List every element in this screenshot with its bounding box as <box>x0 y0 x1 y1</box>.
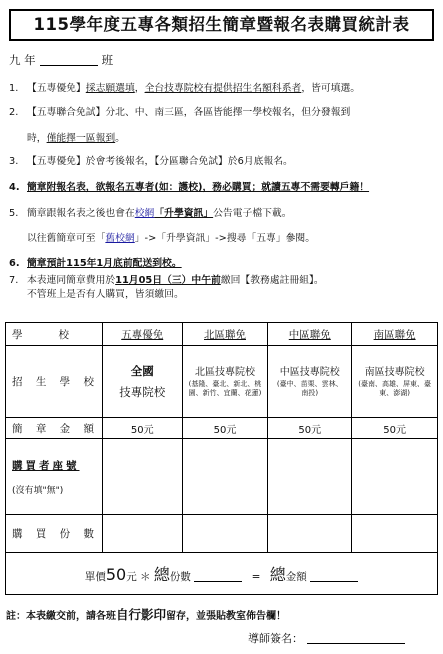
item-7: 7. 本表連同簡章費用於11月05日（三）中午前繳回【教務處註冊組】。 <box>9 275 324 286</box>
grade-label: 九 年 <box>9 53 36 67</box>
old-website-link[interactable]: 舊校網 <box>105 233 135 244</box>
item-2-cont: 時，僅能擇一區報到。 <box>27 133 125 144</box>
item-5-cont: 以往舊簡章可至「舊校網」->「升學資訊」->搜尋「五專」參閱。 <box>27 233 316 244</box>
buyer-label-cell: 購買者座號 (沒有填"無") <box>6 439 103 515</box>
item-4: 4. 簡章附報名表，欲報名五專者(如：護校)，務必購買；就讀五專不需要轉戶籍！ <box>9 182 370 193</box>
column-header: 五專優免 <box>102 323 182 346</box>
emphasis-text: 採志願選填 <box>85 83 135 94</box>
total-row <box>6 553 438 595</box>
count-label: 購 買 份 數 <box>6 515 103 553</box>
emphasis-text: 僅能擇一區報到 <box>46 133 116 144</box>
buyer-input-cell[interactable] <box>102 439 182 515</box>
school-cell: 全國 技專院校 <box>102 346 182 418</box>
item-7-cont: 不管班上是否有人購買，皆須繳回。 <box>27 289 184 300</box>
total-formula: 單價50元 ＊ 總份數 = 總金額 <box>6 553 438 595</box>
schools-label: 招 生 學 校 <box>6 346 103 418</box>
price-label: 簡 章 金 額 <box>6 418 103 439</box>
total-count-blank[interactable] <box>194 570 242 582</box>
school-cell: 北區技專院校 (基隆、臺北、新北、桃園、新竹、宜蘭、花蓮) <box>182 346 268 418</box>
total-amount-blank[interactable] <box>310 570 358 582</box>
item-3: 3. 【五專優免】於會考後報名，【分區聯合免試】於6月底報名。 <box>9 156 293 167</box>
column-header: 南區聯免 <box>352 323 438 346</box>
count-input-cell[interactable] <box>268 515 352 553</box>
schools-row <box>6 346 438 418</box>
buyer-input-cell[interactable] <box>352 439 438 515</box>
buyer-row <box>6 439 438 515</box>
item-1: 1. 【五專優免】採志願選填，全台技專院校有提供招生名額科系者，皆可填選。 <box>9 83 361 94</box>
footer-note: 註：本表繳交前，請各班自行影印留存，並張貼教室佈告欄！ <box>6 607 287 622</box>
price-cell: 50元 <box>182 418 268 439</box>
class-line <box>9 52 113 68</box>
buyer-input-cell[interactable] <box>268 439 352 515</box>
column-header: 中區聯免 <box>268 323 352 346</box>
price-row <box>6 418 438 439</box>
buyer-input-cell[interactable] <box>182 439 268 515</box>
item-2: 2. 【五專聯合免試】分北、中、南三區，各區皆能擇一學校報名，但分發報到 <box>9 107 351 118</box>
price-cell: 50元 <box>102 418 182 439</box>
purchase-table <box>5 322 438 595</box>
item-5: 5. 簡章跟報名表之後也會在校網「升學資訊」公告電子檔下載。 <box>9 208 292 219</box>
emphasis-text: 全台技專院校有提供招生名額科系者 <box>144 83 302 94</box>
teacher-signature: 導師簽名： <box>248 630 405 646</box>
signature-blank[interactable] <box>307 632 405 644</box>
school-cell: 南區技專院校 (臺南、高雄、屏東、臺東、澎湖) <box>352 346 438 418</box>
class-suffix: 班 <box>101 53 114 67</box>
price-cell: 50元 <box>268 418 352 439</box>
item-6: 6. 簡章預計115年1月底前配送到校。 <box>9 258 182 269</box>
count-input-cell[interactable] <box>182 515 268 553</box>
price-cell: 50元 <box>352 418 438 439</box>
school-cell: 中區技專院校 (臺中、苗栗、雲林、南投) <box>268 346 352 418</box>
count-row <box>6 515 438 553</box>
class-blank[interactable] <box>40 54 98 66</box>
school-website-link[interactable]: 校網 <box>134 208 155 219</box>
column-header: 北區聯免 <box>182 323 268 346</box>
deadline-text: 11月05日（三）中午前 <box>115 275 221 286</box>
count-input-cell[interactable] <box>102 515 182 553</box>
count-input-cell[interactable] <box>352 515 438 553</box>
header-row <box>6 323 438 346</box>
school-header-label: 學 校 <box>6 323 103 346</box>
page-title: 115學年度五專各類招生簡章暨報名表購買統計表 <box>9 9 434 41</box>
